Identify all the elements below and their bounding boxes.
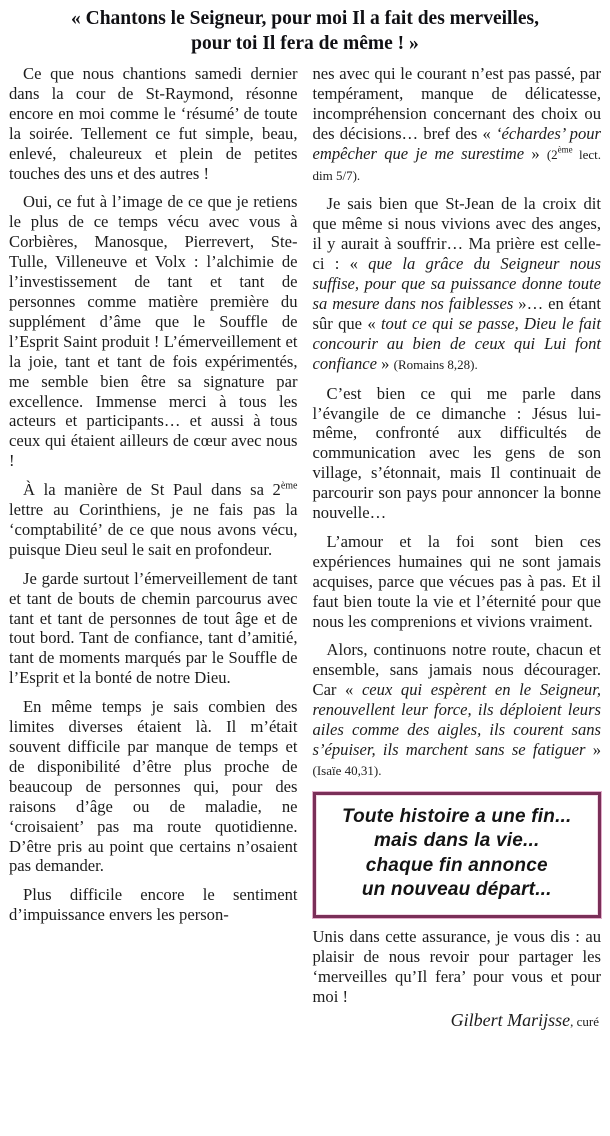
text-run: Oui, ce fut à l’image de ce que je retiens le plus de ce temps vécu avec vous à Corbières, Manosque, Pierrevert, Ste-Tulle, Villeneuve et Volx : l’alchimie de l’investissement de tant et tant de personnes comme matière première du supplément d’âme que le Souffle de l’Esprit Saint produit ! L’émerveillement et la joie, tant et tant de fois expérimentés, me semble bien être sa signature par excellence. Immense merci à tous les acteurs et participants… et aussi à tous ceux qui étaient ailleurs de cœur avec nous ! [9,192,298,471]
paragraph-3 [9,480,298,560]
text-run: (2 [546,146,558,162]
paragraph-8 [313,194,602,374]
paragraph-1 [9,64,298,183]
column-right [313,64,602,1032]
text-run: ème [280,480,298,492]
text-run: (Romains 8,28). [393,356,478,372]
quote-box-line: mais dans la vie... [374,830,540,852]
text-run: nes avec qui le courant n’est pas passé, par tempérament, manque de délicatesse, incompréhension concernant des choix ou des décisions… bref des « [312,64,601,143]
paragraph-2 [9,192,298,471]
text-run: lettre au Corinthiens, je ne fais pas la ‘comptabilité’ de ce que nous avons vécu, puisque Dieu seul le sait en profondeur. [9,500,298,559]
paragraph-7 [313,64,602,185]
paragraph-9 [313,384,602,523]
signature-line [313,1011,602,1032]
quote-box-line: Toute histoire a une fin... [341,805,572,827]
text-run: À la manière de St Paul dans sa 2 [23,480,281,500]
text-run: Gilbert Marijsse [450,1010,571,1031]
paragraph-11 [313,640,602,780]
quote-box [313,792,602,918]
column-left [9,64,298,1032]
text-run: lect. dim 5/7). [312,146,601,183]
paragraph-5 [9,697,298,876]
text-run: Plus difficile encore le sentiment d’impuissance envers les person- [9,885,298,925]
paragraph-12 [313,927,602,1007]
text-run: » [585,740,601,759]
text-run: Je garde surtout l’émerveillement de tant et tant de bouts de chemin parcourus avec tant et tant de personnes de tout âge et de tout bord. Tant de confiance, tant d’amitié, tant de moments marqués par le Souffle de l’Esprit et la bonté de notre Dieu. [9,568,298,688]
two-column-body [9,64,601,1032]
text-run: » [524,143,547,163]
paragraph-6 [9,885,298,925]
quote-box-line: un nouveau départ... [361,879,552,901]
text-run: » [377,353,394,373]
text-run: Alors, continuons notre route, chacun et ensemble, sans jamais nous décourager. Car « [312,640,601,700]
page-title-line-1: « Chantons le Seigneur, pour moi Il a fait des merveilles, [70,8,539,29]
paragraph-4 [9,569,298,688]
text-run: que la grâce du Seigneur nous suffise, pour que sa puissance donne toute sa mesure dans nos faiblesses [312,254,602,313]
quote-box-line: chaque fin annonce [365,854,548,876]
text-run: L’amour et la foi sont bien ces expériences humaines qui ne sont jamais acquises, parce que vécues pas à pas. Et il faut bien toute la vie et l’éternité pour que nous les comprenions et vivions vraiment. [312,531,601,631]
text-run: ceux qui espèrent en le Seigneur, renouvellent leur force, ils déploient leurs ailes comme des aigles, ils courent sans s’épuiser, ils marchent sans se fatiguer [312,680,601,759]
text-run: »… en étant sûr que « [312,293,601,333]
page-title [9,6,601,56]
paragraph-10 [313,532,602,632]
page-title-line-2: pour toi Il fera de même ! » [191,33,419,54]
text-run: ème [557,144,573,155]
text-run: , curé [570,1014,599,1030]
text-run: Ce que nous chantions samedi dernier dans la cour de St-Raymond, résonne encore en moi comme le ‘résumé’ de toute la soirée. Tellement ce fut simple, beau, enlevé, chaleureux et plein de petites touches des uns et des autres ! [9,64,298,183]
text-run: C’est bien ce qui me parle dans l’évangile de ce dimanche : Jésus lui-même, confronté aux difficultés de communication avec les gens de son village, s’étonnait, mais Il continuait de parcourir son pays pour annoncer la bonne nouvelle… [312,383,601,523]
text-run: tout ce qui se passe, Dieu le fait concourir au bien de ceux qui Lui font confiance [312,313,601,373]
text-run: Je sais bien que St-Jean de la croix dit que même si nous vivions avec des anges, il y aurait à souffrir… Ma prière est celle-ci : « [312,194,601,274]
text-run: ‘échardes’ pour empêcher que je me surestime [312,123,602,163]
text-run: Unis dans cette assurance, je vous dis : au plaisir de nous revoir pour partager les ‘merveilles qu’Il fera’ pour vous et pour moi ! [312,926,601,1006]
text-run: (Isaïe 40,31). [312,762,382,778]
text-run: En même temps je sais combien des limites diverses étaient là. Il m’était souvent difficile par manque de temps et de disponibilité d’être plus proche de beaucoup de personnes qui, pour des raisons d’âge ou de maladie, ne ‘croisaient’ pas ma route quotidienne. D’être pris au point que certains n’osaient pas demander. [9,697,298,876]
